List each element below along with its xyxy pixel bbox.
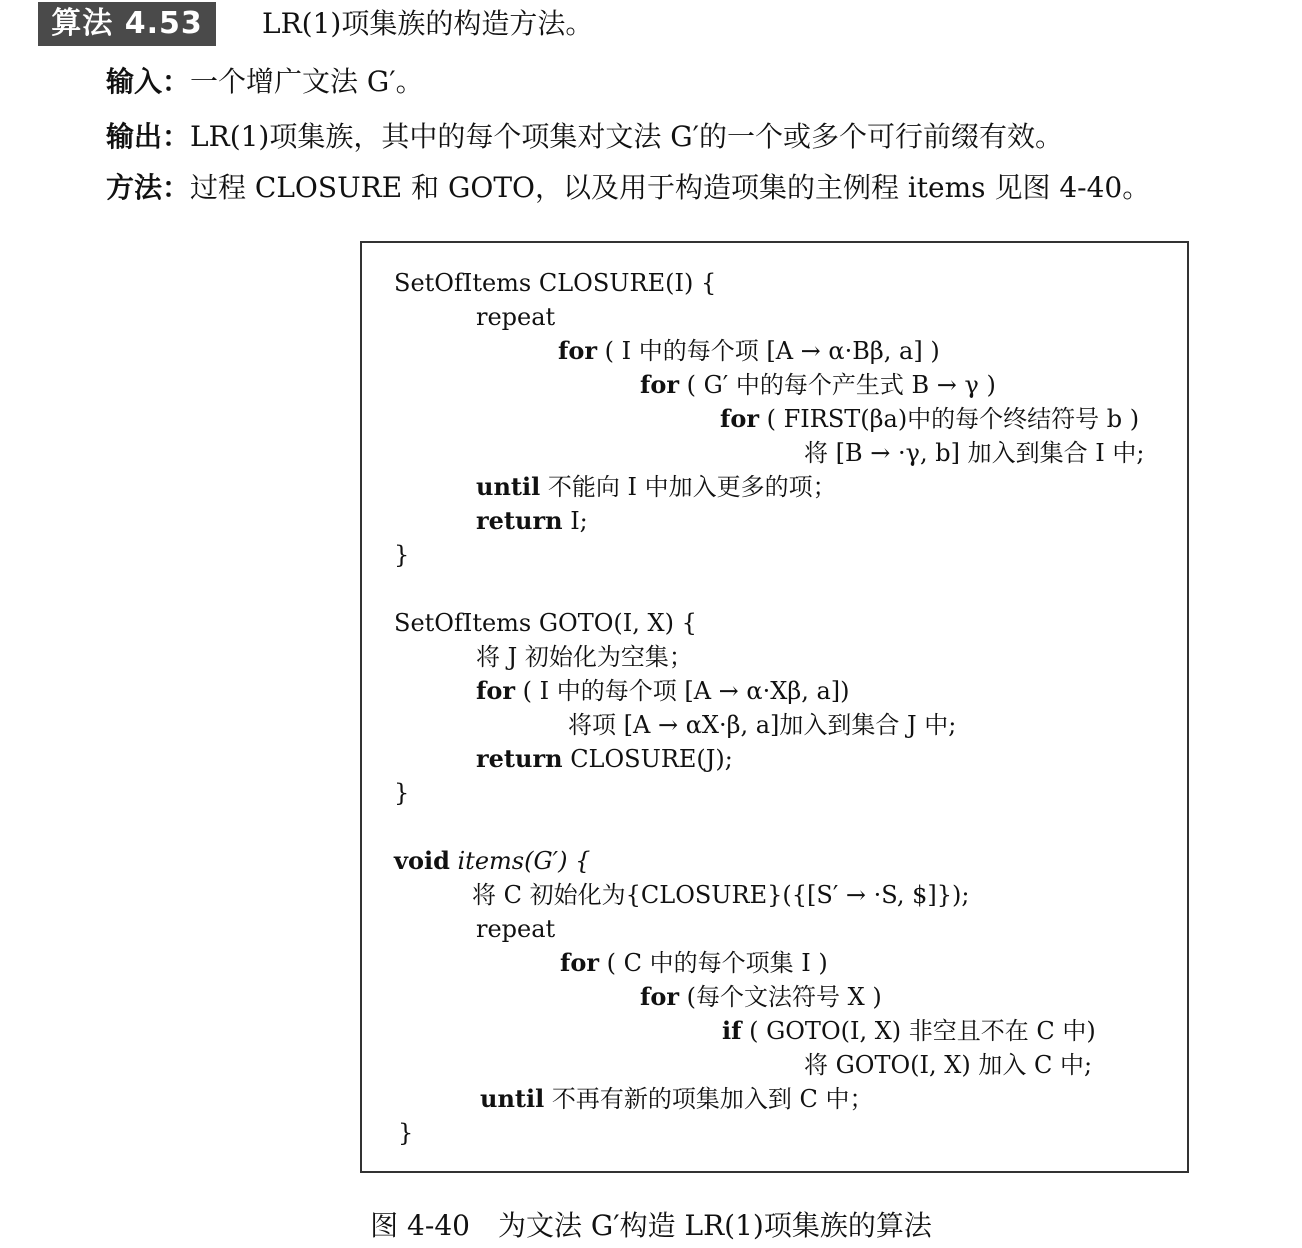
- for-keyword: for: [476, 676, 515, 705]
- items-signature: [394, 845, 590, 877]
- for-condition: ( I 中的每个项 [A → α·Xβ, a]): [522, 677, 850, 705]
- output-label: 输出：: [106, 120, 191, 153]
- for-keyword: for: [720, 404, 759, 433]
- algorithm-number-badge: 算法 4.53: [38, 2, 216, 46]
- method-line: [106, 168, 1150, 208]
- algorithm-title: LR(1)项集族的构造方法。: [262, 7, 594, 40]
- return-value: CLOSURE(J);: [570, 745, 733, 773]
- until-condition: 不再有新的项集加入到 C 中；: [551, 1085, 874, 1113]
- void-keyword: void: [394, 846, 450, 875]
- until-condition: 不能向 I 中加入更多的项；: [547, 473, 837, 501]
- for-keyword: for: [560, 948, 599, 977]
- for-condition: ( FIRST(βa)中的每个终结符号 b ): [766, 405, 1140, 433]
- return-keyword: return: [476, 744, 563, 773]
- closure-add-item: 将 [B → ·γ, b] 加入到集合 I 中;: [804, 439, 1145, 467]
- pseudocode-box: [360, 241, 1189, 1173]
- return-keyword: return: [476, 506, 563, 535]
- goto-add-item: 将项 [A → αX·β, a]加入到集合 J 中;: [568, 711, 957, 739]
- if-keyword: if: [722, 1016, 742, 1045]
- closure-return: [476, 505, 588, 537]
- goto-close-brace: }: [394, 779, 410, 807]
- closure-signature: SetOfItems CLOSURE(I) {: [394, 269, 717, 297]
- until-keyword: until: [480, 1084, 545, 1113]
- closure-until: [476, 471, 837, 503]
- items-if-goto: [722, 1015, 1096, 1047]
- method-label: 方法：: [106, 171, 191, 204]
- closure-close-brace: }: [394, 541, 410, 569]
- goto-for-items: [476, 675, 850, 707]
- figure-caption: 图 4-40 为文法 G′构造 LR(1)项集族的算法: [370, 1209, 932, 1242]
- for-condition: ( I 中的每个项 [A → α·Bβ, a] ): [604, 337, 940, 365]
- goto-return: [476, 743, 733, 775]
- for-condition: (每个文法符号 X ): [686, 983, 882, 1011]
- output-line: [106, 117, 1063, 157]
- if-condition: ( GOTO(I, X) 非空且不在 C 中): [749, 1017, 1096, 1045]
- return-value: I;: [570, 507, 588, 535]
- for-condition: ( C 中的每个项集 I ): [606, 949, 828, 977]
- items-init-c: 将 C 初始化为{CLOSURE}({[S′ → ·S, $]});: [472, 881, 970, 909]
- items-until: [480, 1083, 873, 1115]
- input-label: 输入：: [106, 65, 191, 98]
- until-keyword: until: [476, 472, 541, 501]
- items-close-brace: }: [398, 1119, 414, 1147]
- for-keyword: for: [640, 982, 679, 1011]
- items-add-goto: 将 GOTO(I, X) 加入 C 中;: [804, 1051, 1093, 1079]
- input-text: 一个增广文法 G′。: [190, 65, 424, 98]
- items-for-symbols: [640, 981, 882, 1013]
- closure-repeat: repeat: [476, 303, 556, 331]
- closure-for-items: [558, 335, 940, 367]
- closure-for-terminals: [720, 403, 1139, 435]
- goto-signature: SetOfItems GOTO(I, X) {: [394, 609, 697, 637]
- items-for-sets: [560, 947, 828, 979]
- input-line: [106, 62, 424, 102]
- method-text: 过程 CLOSURE 和 GOTO，以及用于构造项集的主例程 items 见图 4-40。: [190, 171, 1151, 204]
- for-keyword: for: [640, 370, 679, 399]
- for-keyword: for: [558, 336, 597, 365]
- goto-init-j: 将 J 初始化为空集；: [476, 643, 693, 671]
- output-text: LR(1)项集族，其中的每个项集对文法 G′的一个或多个可行前缀有效。: [190, 120, 1063, 153]
- items-repeat: repeat: [476, 915, 556, 943]
- for-condition: ( G′ 中的每个产生式 B → γ ): [686, 371, 996, 399]
- items-function: items(G′) {: [457, 847, 591, 875]
- closure-for-productions: [640, 369, 996, 401]
